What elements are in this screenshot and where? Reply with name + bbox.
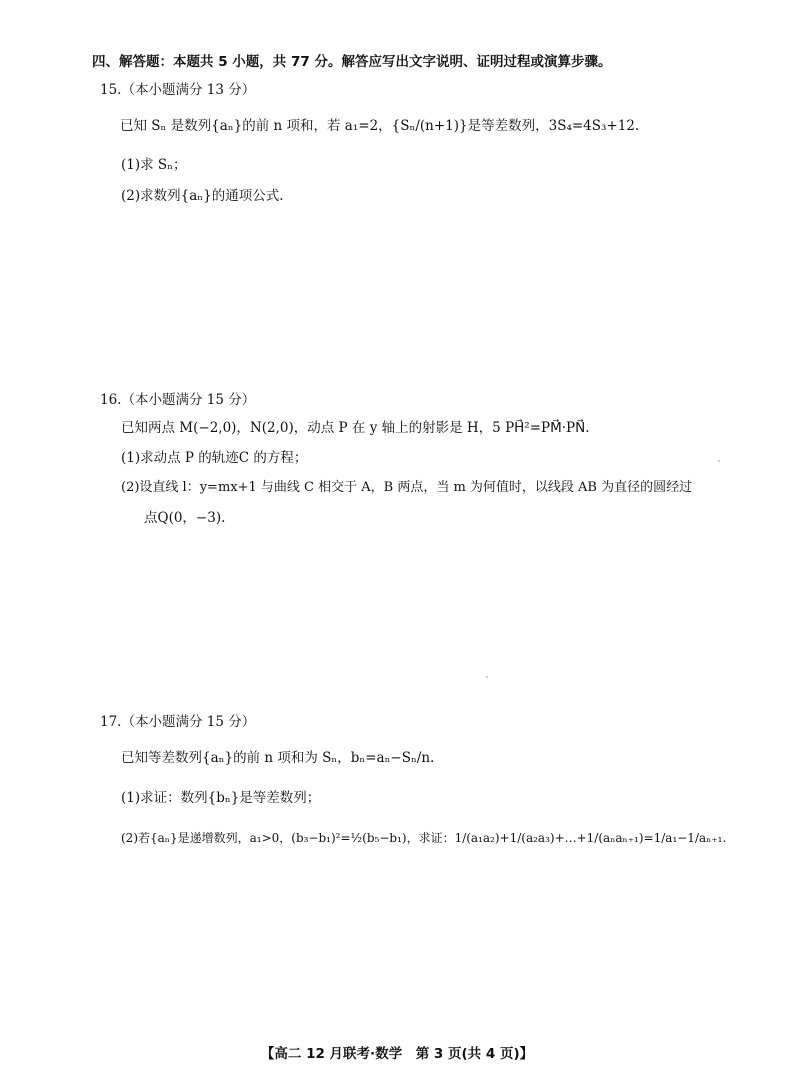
problem-16-part-2-cont: 点Q(0，−3). (144, 510, 226, 526)
problem-17-stem: 已知等差数列{aₙ}的前 n 项和为 Sₙ，bₙ=aₙ−Sₙ/n. (121, 750, 435, 766)
problem-16-part-2: (2)设直线 l：y=mx+1 与曲线 C 相交于 A，B 两点，当 m 为何值时，以线段 AB 为直径的圆经过 (121, 480, 693, 495)
page-footer: 【高二 12 月联考·数学 第 3 页(共 4 页)】 (260, 1046, 534, 1062)
problem-15-part-1: (1)求 Sₙ； (121, 157, 187, 173)
problem-17-part-1: (1)求证：数列{bₙ}是等差数列； (121, 790, 321, 806)
scan-speck (718, 460, 720, 462)
problem-15-number: 15.（本小题满分 13 分） (100, 82, 256, 98)
problem-15-stem: 已知 Sₙ 是数列{aₙ}的前 n 项和，若 a₁=2，{Sₙ/(n+1)}是等差数列，3S₄=4S₃+12. (120, 118, 640, 134)
scan-speck (486, 676, 488, 678)
section-header: 四、解答题：本题共 5 小题，共 77 分。解答应写出文字说明、证明过程或演算步骤。 (92, 54, 612, 70)
problem-17-part-2: (2)若{aₙ}是递增数列，a₁>0，(b₃−b₁)²=½(b₅−b₁)，求证：1/(a₁a₂)+1/(a₂a₃)+…+1/(aₙaₙ₊₁)=1/a₁−1/aₙ₊₁. (121, 831, 727, 845)
problem-16-part-1: (1)求动点 P 的轨迹C 的方程； (121, 450, 308, 466)
problem-16-number: 16.（本小题满分 15 分） (100, 392, 256, 408)
problem-15-part-2: (2)求数列{aₙ}的通项公式. (121, 188, 284, 204)
problem-16-stem: 已知两点 M(−2,0)，N(2,0)，动点 P 在 y 轴上的射影是 H，5 PH⃗²=PM⃗·PN⃗. (121, 420, 590, 436)
problem-17-number: 17.（本小题满分 15 分） (100, 714, 256, 730)
